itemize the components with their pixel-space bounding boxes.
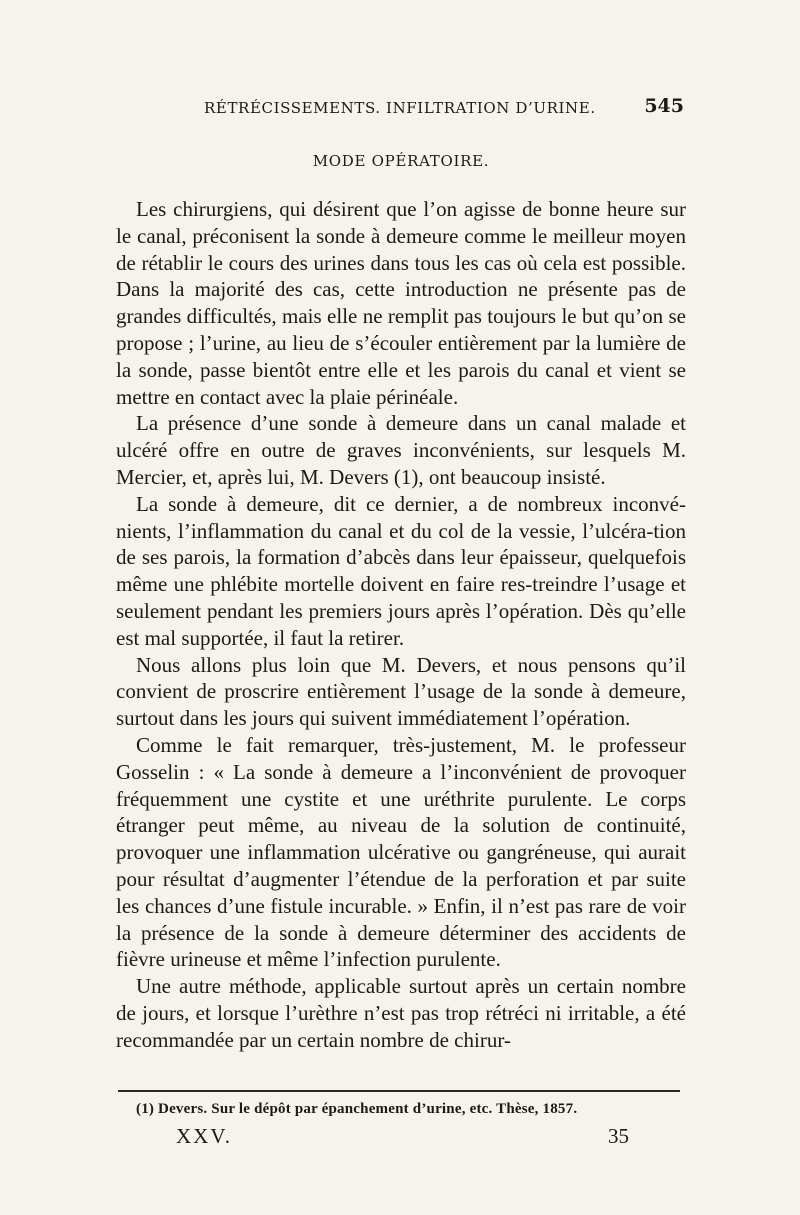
paragraph-2: La présence d’une sonde à demeure dans un canal malade et ulcéré offre en outre de graves inconvénients, sur lesquels M. Mercier, et, après lui, M. Devers (1), ont beaucoup insisté. [116, 411, 686, 489]
page-number: 545 [644, 95, 684, 117]
paragraph-6: Une autre méthode, applicable surtout après un certain nombre de jours, et lorsque l’urèthre n’est pas trop rétréci ni irritable, a été recommandée par un certain nombre de chirur- [116, 974, 686, 1052]
sheet-number: 35 [608, 1124, 629, 1148]
running-title: RÉTRÉCISSEMENTS. INFILTRATION D’URINE. [204, 99, 596, 117]
footnote: (1) Devers. Sur le dépôt par épanchement d’urine, etc. Thèse, 1857. [136, 1101, 578, 1117]
section-heading: MODE OPÉRATOIRE. [312, 152, 490, 170]
paragraph-4: Nous allons plus loin que M. Devers, et nous pensons qu’il convient de proscrire entièrement l’usage de la sonde à demeure, surtout dans les jours qui suivent immédiatement l’opération. [116, 652, 686, 731]
body-text [116, 196, 686, 1054]
paragraph-5: Comme le fait remarquer, très-justement, M. le professeur Gosselin : « La sonde à demeure a l’inconvénient de provoquer fréquemment une cystite et une uréthrite purulente. Le corps étranger peut même, au niveau de la solution de continuité, provoquer une inflammation ulcérative ou gangréneuse, qui aurait pour résultat d’augmenter l’étendue de la perforation et par suite les chances d’une fistule incurable. » Enfin, il n’est pas rare de voir la présence de la sonde à demeure déterminer des accidents de fièvre urineuse et même l’infection purulente. [116, 732, 686, 972]
signature-mark: XXV. [176, 1124, 233, 1148]
footnote-rule [118, 1090, 680, 1092]
paragraph-1: Les chirurgiens, qui désirent que l’on agisse de bonne heure sur le canal, préconisent la sonde à demeure comme le meilleur moyen de rétablir le cours des urines dans tous les cas où cela est possible. Dans la majorité des cas, cette introduction ne présente pas de grandes difficultés, mais elle ne remplit pas toujours le but qu’on se propose ; l’urine, au lieu de s’écouler entièrement par la lumière de la sonde, passe bientôt entre elle et les parois du canal et vient se mettre en contact avec la plaie périnéale. [116, 197, 686, 409]
running-head [118, 95, 684, 125]
paragraph-3: La sonde à demeure, dit ce dernier, a de nombreux inconvé-nients, l’inflammation du canal et du col de la vessie, l’ulcéra-tion de ses parois, la formation d’abcès dans leur épaisseur, quelquefois même une phlébite mortelle doivent en faire res-treindre l’usage et seulement pendant les premiers jours après l’opération. Dès qu’elle est mal supportée, il faut la retirer. [116, 491, 686, 650]
